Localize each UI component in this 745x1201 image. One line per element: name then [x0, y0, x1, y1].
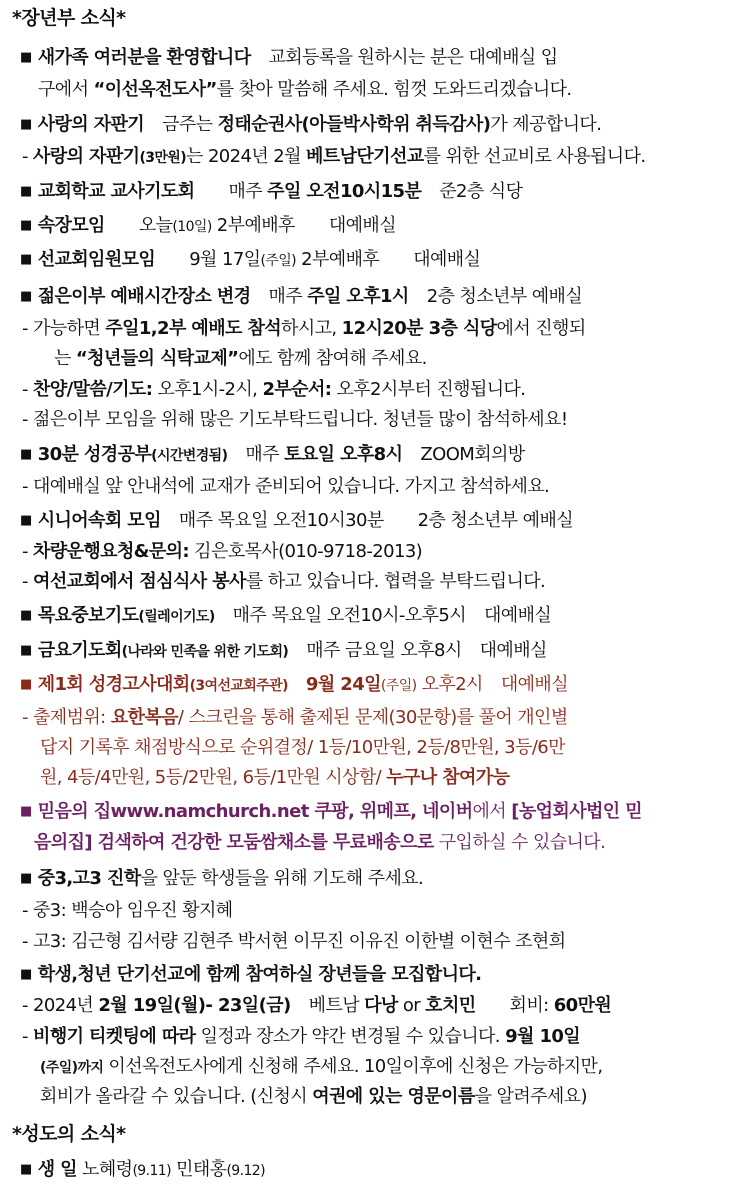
text-line: - 고3: 김근형 김서량 김현주 박서현 이무진 이유진 이한별 이현수 조현희 [22, 931, 566, 952]
item-senior-cell: ■ 시니어속회 모임 매주 목요일 오전10시30분 2층 청소년부 예배실 [20, 506, 737, 538]
text-line: - 사랑의 자판기(3만원)는 2024년 2월 베트남단기선교를 위한 선교비로 사용됩니다. [22, 146, 646, 167]
item-vending: ■ 사랑의 자판기 금주는 정태순권사(아들박사학위 취득감사)가 제공합니다. [20, 110, 737, 142]
item-farm-store: ■ 믿음의 집www.namchurch.net 쿠팡, 위메프, 네이버에서 [농업회사법인 믿 [20, 797, 737, 829]
youth-section-title: *장년부 소식* [12, 7, 126, 29]
text-line: - 가능하면 주일1,2부 예배도 참석하시고, 12시20분 3층 식당에서 진행되 [22, 318, 586, 339]
text-line: 음의집] 검색하여 건강한 모둠쌈채소를 무료배송으로 구입하실 수 있습니다. [34, 832, 606, 853]
item-bible-study: ■ 30분 성경공부(시간변경됨) 매주 토요일 오후8시 ZOOM회의방 [20, 440, 737, 472]
text-line: - 차량운행요청&문의: 김은호목사(010-9718-2013) [22, 541, 423, 562]
text-line: - 대예배실 앞 안내석에 교재가 준비되어 있습니다. 가지고 참석하세요. [22, 476, 550, 497]
text-line: 는 “청년들의 식탁교제”에도 함께 참여해 주세요. [54, 348, 427, 369]
member-section-title: *성도의 소식* [12, 1123, 126, 1145]
item-mission-officers: ■ 선교회임원모임 9월 17일(주일) 2부예배후 대예배실 [20, 245, 737, 277]
item-birthdays: ■ 생 일 노혜령(9.11) 민태홍(9.12) [20, 1155, 737, 1187]
item-young-adults: ■ 젊은이부 예배시간장소 변경 매주 주일 오후1시 2층 청소년부 예배실 [20, 282, 737, 314]
text-line: - 출제범위: 요한복음/ 스크린을 통해 출제된 문제(30문항)를 풀어 개인별 [22, 707, 568, 728]
text-line: 구에서 “이선옥전도사”를 찾아 말씀해 주세요. 힘껏 도와드리겠습니다. [38, 79, 572, 100]
text-line: - 여선교회에서 점심식사 봉사를 하고 있습니다. 협력을 부탁드립니다. [22, 571, 546, 592]
item-short-mission: ■ 학생,청년 단기선교에 함께 참여하실 장년들을 모집합니다. [20, 960, 737, 992]
item-new-family: ■ 새가족 여러분을 환영합니다 교회등록을 원하시는 분은 대예배실 입 [20, 43, 737, 75]
text-line: 회비가 올라갈 수 있습니다. (신청시 여권에 있는 영문이름을 알려주세요) [40, 1086, 587, 1107]
item-bible-quiz: ■ 제1회 성경고사대회(3여선교회주관) 9월 24일(주일) 오후2시 대예배실 [20, 670, 737, 702]
text-line: - 찬양/말씀/기도: 오후1시-2시, 2부순서: 오후2시부터 진행됩니다. [22, 379, 526, 400]
text-line: - 비행기 티켓팅에 따라 일정과 장소가 약간 변경될 수 있습니다. 9월 10일 [22, 1026, 581, 1047]
item-students-prayer: ■ 중3,고3 진학을 앞둔 학생들을 위해 기도해 주세요. [20, 864, 737, 896]
text-line: - 젊은이부 모임을 위해 많은 기도부탁드립니다. 청년들 많이 참석하세요! [22, 409, 568, 430]
text-line: 원, 4등/4만원, 5등/2만원, 6등/1만원 시상함/ 누구나 참여가능 [40, 767, 510, 788]
bullet-heading: ■ 새가족 여러분을 환영합니다 [20, 47, 250, 68]
text-line: 답지 기록후 채점방식으로 순위결정/ 1등/10만원, 2등/8만원, 3등/6만 [40, 737, 565, 758]
item-cell-meeting: ■ 속장모임 오늘(10일) 2부예배후 대예배실 [20, 211, 737, 243]
item-friday-prayer: ■ 금요기도회(나라와 민족을 위한 기도회) 매주 금요일 오후8시 대예배실 [20, 636, 737, 668]
text-line: (주일)까지 이선옥전도사에게 신청해 주세요. 10일이후에 신청은 가능하지만, [40, 1056, 603, 1077]
text-line: - 중3: 백승아 임우진 황지혜 [22, 900, 233, 921]
text-line: - 2024년 2월 19일(월)- 23일(금) 베트남 다낭 or 호치민 회비: 60만원 [22, 995, 612, 1016]
item-teacher-prayer: ■ 교회학교 교사기도회 매주 주일 오전10시15분 준2층 식당 [20, 177, 737, 209]
item-thursday-prayer: ■ 목요중보기도(릴레이기도) 매주 목요일 오전10시-오후5시 대예배실 [20, 601, 737, 633]
